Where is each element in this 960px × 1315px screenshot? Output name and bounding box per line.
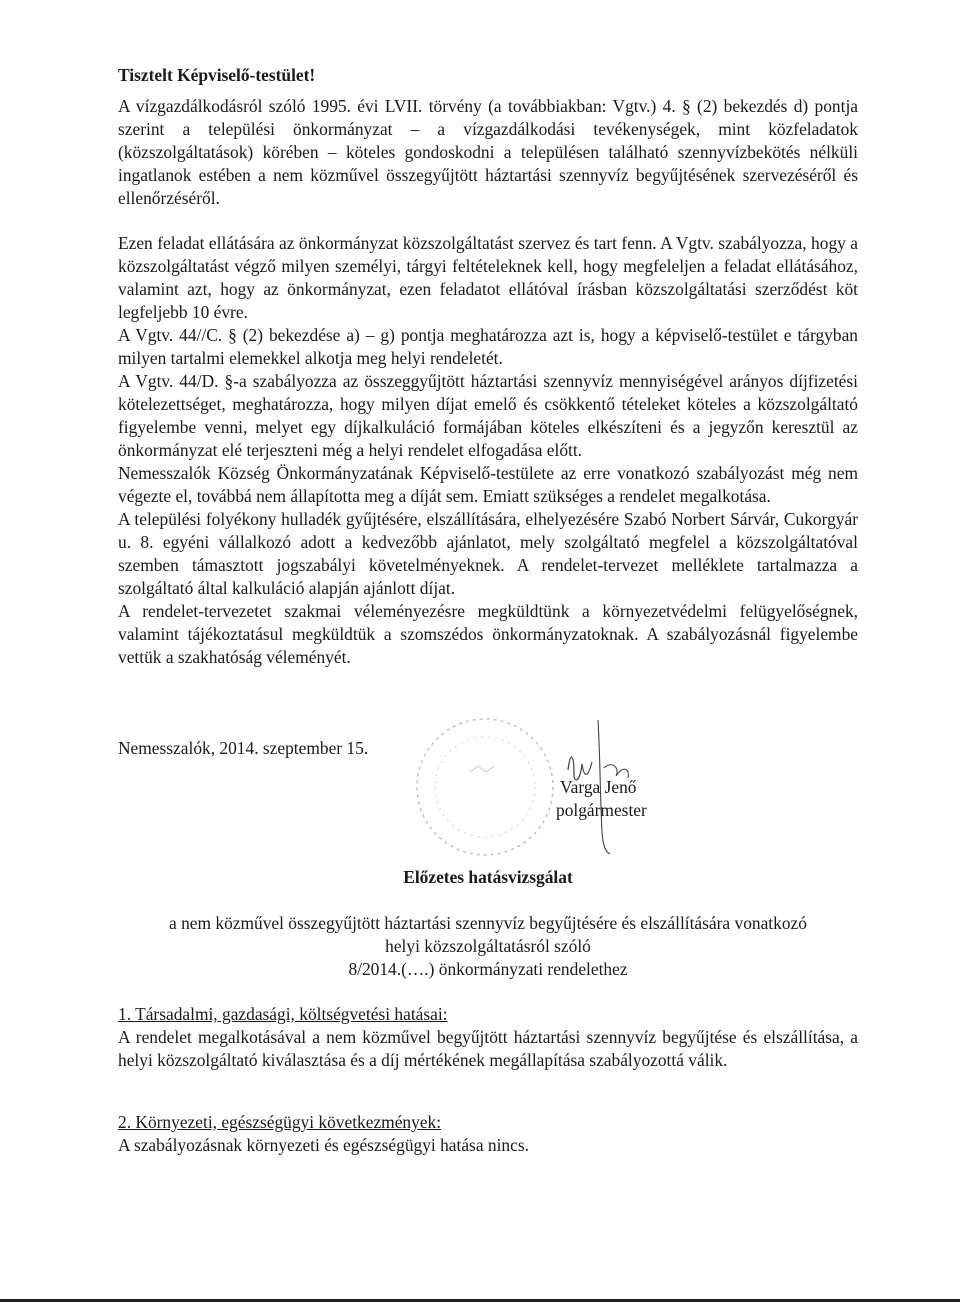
assessment-title: Előzetes hatásvizsgálat bbox=[403, 867, 573, 887]
signatory-title: polgármester bbox=[556, 800, 647, 820]
section-text: A szabályozásnak környezeti és egészségügyi hatása nincs. bbox=[118, 1135, 529, 1155]
paragraph-nemesszalok: Nemesszalók Község Önkormányzatának Képviselő-testülete az erre vonatkozó szabályozást még nem végezte el, továbbá nem állapította meg a díját sem. Emiatt szükséges a rendelet megalkotása. bbox=[118, 463, 858, 506]
assessment-subtitle bbox=[118, 912, 858, 981]
stamp-seal bbox=[410, 712, 560, 862]
paragraph-public-service: Ezen feladat ellátására az önkormányzat közszolgáltatást szervez és tart fenn. A Vgtv. szabályozza, hogy a közszolgáltatást végző milyen személyi, tárgyi feltételeknek kell, hogy megfeleljen a feladat ellátásához, valamint azt, hogy az önkormányzat, ezen feladatot ellátóval írásban közszolgáltatási szerződést köt legfeljebb 10 évre. bbox=[118, 233, 858, 322]
paragraph-vgtv-44c: A Vgtv. 44//C. § (2) bekezdése a) – g) pontja meghatározza azt is, hogy a képviselő-testület e tárgyban milyen tartalmi elemekkel alkotja meg helyi rendeletét. bbox=[118, 325, 858, 368]
subtitle-line: 8/2014.(….) önkormányzati rendelethez bbox=[348, 959, 628, 979]
section-text: A rendelet megalkotásával a nem közművel begyűjtött háztartási szennyvíz begyűjtése és elszállítása, a helyi közszolgáltató kiválasztása és a díj mértékének megállapítása szabályozottá válik. bbox=[118, 1027, 858, 1070]
place-date: Nemesszalók, 2014. szeptember 15. bbox=[118, 738, 369, 758]
paragraph-review: A rendelet-tervezetet szakmai véleményezésre megküldtünk a környezetvédelmi felügyelőségnek, valamint tájékoztatásul megküldtük a szomszédos önkormányzatoknak. A szabályozásnál figyelembe vettük a szakhatóság véleményét. bbox=[118, 601, 858, 667]
subtitle-line: a nem közművel összegyűjtött háztartási szennyvíz begyűjtésére és elszállítására vonatkozó bbox=[169, 913, 807, 933]
signatory-name: Varga Jenő bbox=[560, 777, 637, 797]
body-text bbox=[118, 95, 858, 669]
scan-edge-line bbox=[0, 1299, 960, 1302]
subtitle-line: helyi közszolgáltatásról szóló bbox=[385, 936, 591, 956]
section-heading: 1. Társadalmi, gazdasági, költségvetési hatásai: bbox=[118, 1004, 448, 1024]
paragraph-provider: A települési folyékony hulladék gyűjtésére, elszállítására, elhelyezésére Szabó Norbert Sárvár, Cukorgyár u. 8. egyéni vállalkozó adott a kedvezőbb ajánlatot, mely szolgáltató megfelel a közszolgáltatóval szemben támasztott jogszabályi követelményeknek. A rendelet-tervezet melléklete tartalmazza a szolgáltató által kalkuláció alapján ajánlott díjat. bbox=[118, 509, 858, 598]
salutation: Tisztelt Képviselő-testület! bbox=[118, 65, 316, 85]
assessment-section-environment bbox=[118, 1111, 858, 1157]
assessment-section-social bbox=[118, 1003, 858, 1072]
section-heading: 2. Környezeti, egészségügyi következmények: bbox=[118, 1112, 442, 1132]
paragraph-vgtv-intro: A vízgazdálkodásról szóló 1995. évi LVII. törvény (a továbbiakban: Vgtv.) 4. § (2) bekezdés d) pontja szerint a települési önkormányzat – a vízgazdálkodási tevékenységek, mint közfeladatok (közszolgáltatások) körében – köteles gondoskodni a településen található szennyvízbekötés nélküli ingatlanok estében a nem közművel összegyűjtött háztartási szennyvíz begyűjtésének szervezéséről és ellenőrzéséről. bbox=[118, 96, 858, 208]
paragraph-vgtv-44d: A Vgtv. 44/D. §-a szabályozza az összeggyűjtött háztartási szennyvíz mennyiségével arányos díjfizetési kötelezettséget, meghatározza, hogy milyen díjat emelő és csökkentő tételeket köteles a közszolgáltató figyelembe venni, melyet egy díjkalkuláció formájában köteles elkészíteni és a jegyzőn keresztül az önkormányzat elé terjeszteni még a helyi rendelet elfogadása előtt. bbox=[118, 371, 858, 460]
